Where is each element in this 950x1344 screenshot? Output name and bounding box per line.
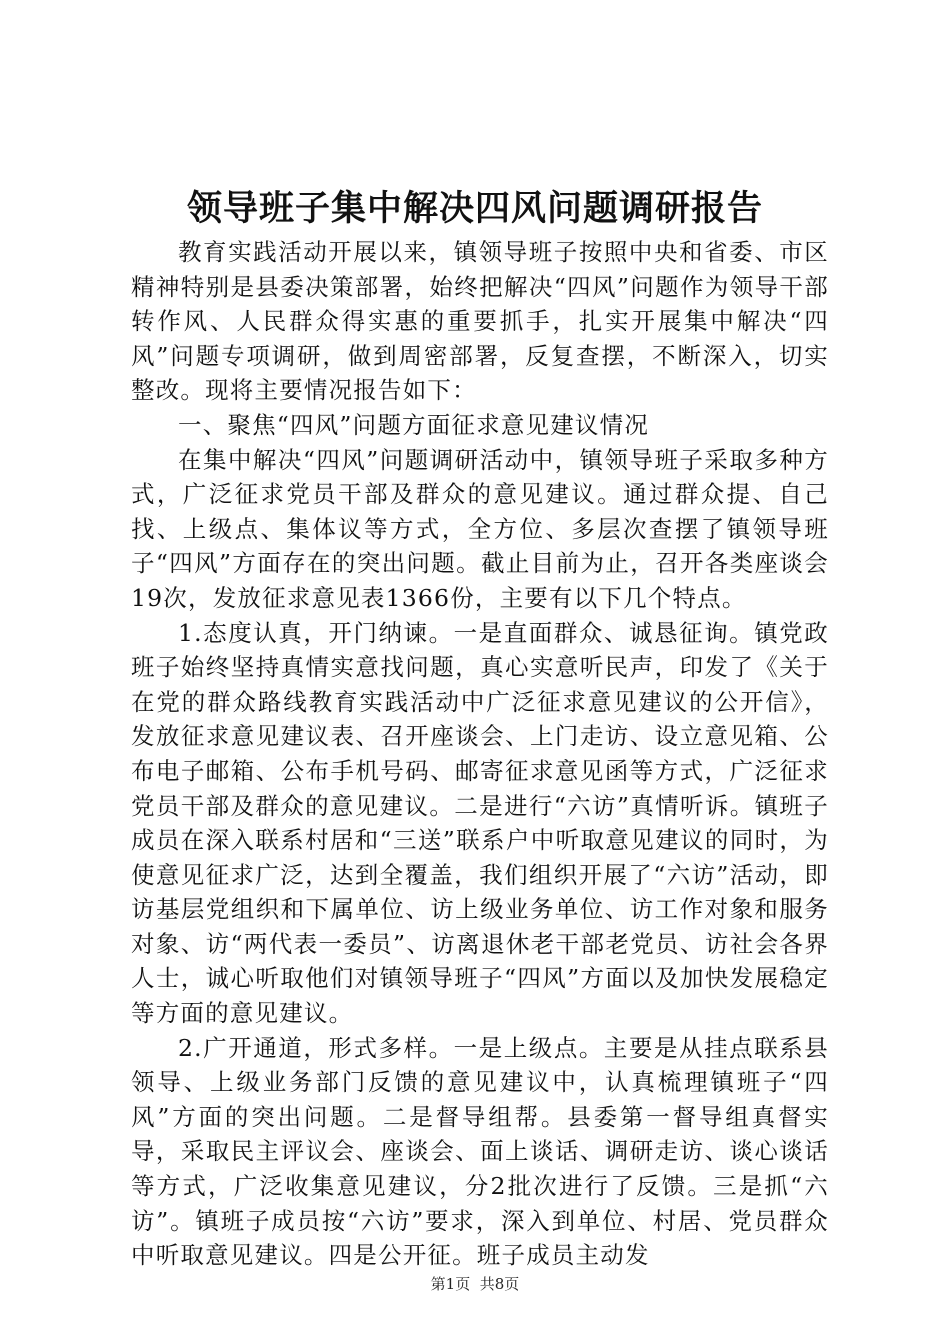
paragraph-section-1: 在集中解决“四风”问题调研活动中，镇领导班子采取多种方式，广泛征求党员干部及群众的意见建议。通过群众提、自己找、上级点、集体议等方式，全方位、多层次查摆了镇领导班子“四风”方面存在的突出问题。截止目前为止，召开各类座谈会19次，发放征求意见表1366份，主要有以下几个特点。 xyxy=(131,445,829,612)
paragraph-intro: 教育实践活动开展以来，镇领导班子按照中央和省委、市区精神特别是县委决策部署，始终把解决“四风”问题作为领导干部转作风、人民群众得实惠的重要抓手，扎实开展集中解决“四风”问题专项调研，做到周密部署，反复查摆，不断深入，切实整改。现将主要情况报告如下： xyxy=(131,238,829,405)
document-title: 领导班子集中解决四风问题调研报告 xyxy=(186,188,763,229)
page-footer xyxy=(0,1274,950,1294)
document-body xyxy=(131,235,829,1273)
page-total: 共8页 xyxy=(479,1275,520,1293)
paragraph-point-1: 1.态度认真，开门纳谏。一是直面群众、诚恳征询。镇党政班子始终坚持真情实意找问题，真心实意听民声，印发了《关于在党的群众路线教育实践活动中广泛征求意见建议的公开信》，发放征求意见建议表、召开座谈会、上门走访、设立意见箱、公布电子邮箱、公布手机号码、邮寄征求意见函等方式，广泛征求党员干部及群众的意见建议。二是进行“六访”真情听诉。镇班子成员在深入联系村居和“三送”联系户中听取意见建议的同时，为使意见征求广泛，达到全覆盖，我们组织开展了“六访”活动，即访基层党组织和下属单位、访上级业务单位、访工作对象和服务对象、访“两代表一委员”、访离退休老干部老党员、访社会各界人士，诚心听取他们对镇领导班子“四风”方面以及加快发展稳定等方面的意见建议。 xyxy=(131,618,829,1028)
section-heading-1: 一、聚焦“四风”问题方面征求意见建议情况 xyxy=(178,410,650,439)
paragraph-point-2: 2.广开通道，形式多样。一是上级点。主要是从挂点联系县领导、上级业务部门反馈的意见建议中，认真梳理镇班子“四风”方面的突出问题。二是督导组帮。县委第一督导组真督实导，采取民主评议会、座谈会、面上谈话、调研走访、谈心谈话等方式，广泛收集意见建议，分2批次进行了反馈。三是抓“六访”。镇班子成员按“六访”要求，深入到单位、村居、党员群众中听取意见建议。四是公开征。班子成员主动发 xyxy=(131,1033,829,1270)
page-number: 第1页 xyxy=(430,1275,471,1293)
